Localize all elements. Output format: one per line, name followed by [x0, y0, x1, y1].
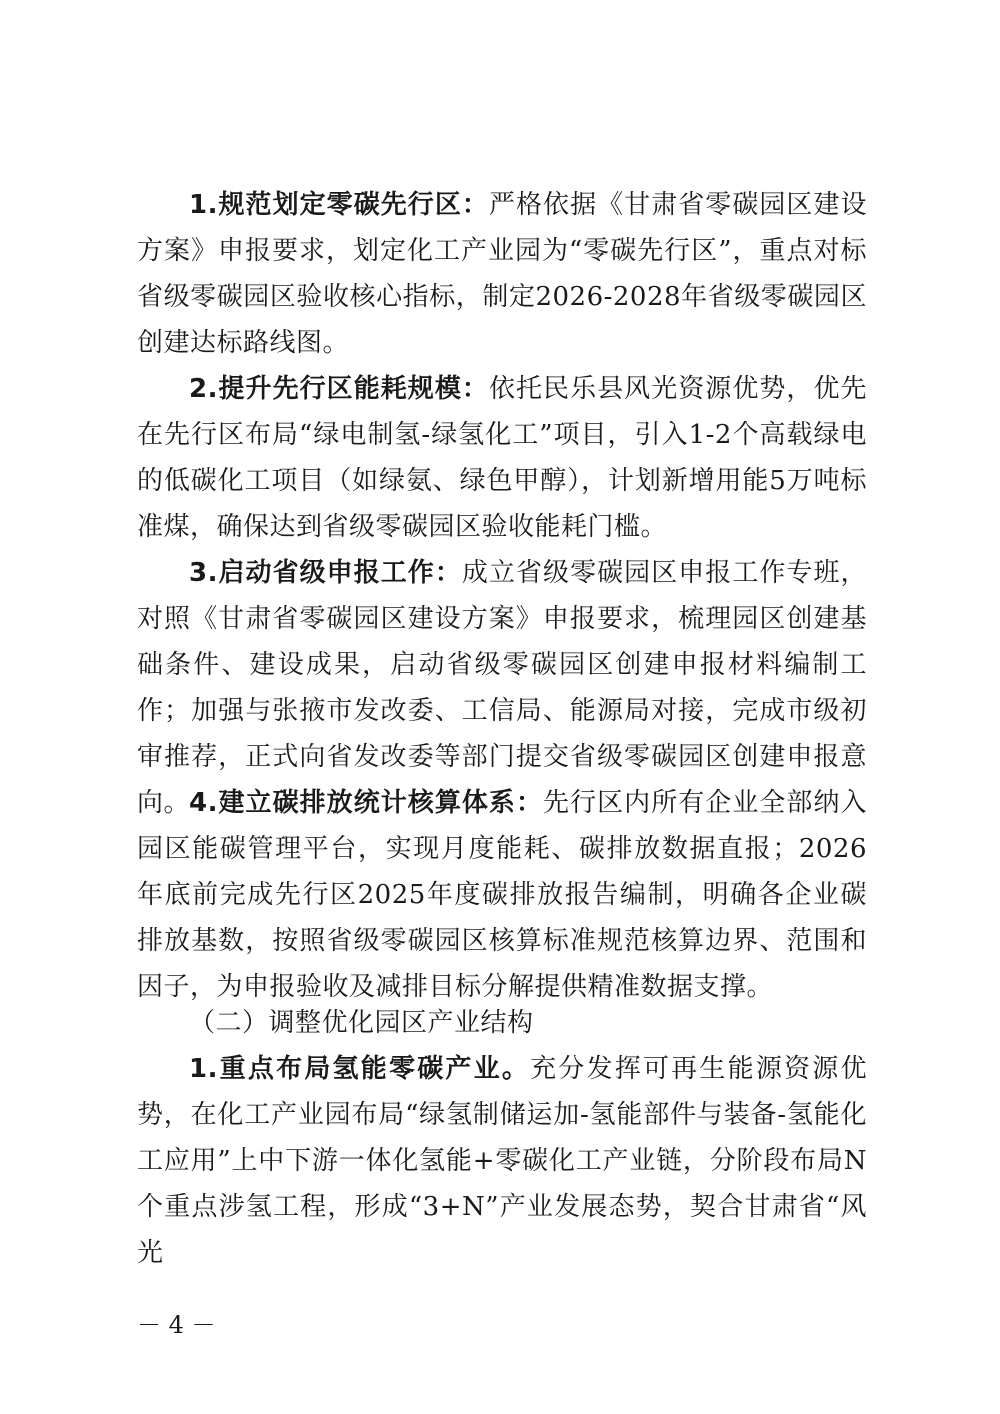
paragraph-2-body: 依托民乐县风光资源优势，优先在先行区布局“绿电制氢-绿氢化工”项目，引入1-2个高载绿电的低碳化工项目（如绿氨、绿色甲醇），计划新增用能5万吨标准煤，确保达到省级零碳园区验收能耗门槛。 — [137, 374, 867, 542]
paragraph-2-heading: 2.提升先行区能耗规模： — [189, 374, 489, 404]
page-number: － 4 － — [137, 1311, 216, 1339]
paragraph-5-body: 充分发挥可再生能源资源优势，在化工产业园布局“绿氢制储运加-氢能部件与装备-氢能化工应用”上中下游一体化氢能+零碳化工产业链，分阶段布局N个重点涉氢工程，形成“3+N”产业发展态势，契合甘肃省“风光 — [137, 1054, 867, 1268]
paragraph-4-heading: 4.建立碳排放统计核算体系： — [189, 788, 544, 818]
paragraph-1-heading: 1.规范划定零碳先行区： — [189, 190, 489, 220]
paragraph-3-body: 成立省级零碳园区申报工作专班，对照《甘肃省零碳园区建设方案》申报要求，梳理园区创建基础条件、建设成果，启动省级零碳园区创建申报材料编制工作；加强与张掖市发改委、工信局、能源局对接，完成市级初审推荐，正式向省发改委等部门提交省级零碳园区创建申报意向。 — [137, 558, 867, 818]
paragraph-2 — [137, 366, 867, 550]
paragraph-1 — [137, 182, 867, 366]
paragraph-5 — [137, 1046, 867, 1276]
paragraph-1-body: 严格依据《甘肃省零碳园区建设方案》申报要求，划定化工产业园为“零碳先行区”，重点对标省级零碳园区验收核心指标，制定2026-2028年省级零碳园区创建达标路线图。 — [137, 190, 867, 358]
paragraph-4 — [137, 780, 867, 1010]
section-heading: （二）调整优化园区产业结构 — [189, 1008, 534, 1038]
paragraph-5-heading: 1.重点布局氢能零碳产业。 — [189, 1054, 531, 1084]
paragraph-3-heading: 3.启动省级申报工作： — [189, 558, 462, 588]
paragraph-4-body: 先行区内所有企业全部纳入园区能碳管理平台，实现月度能耗、碳排放数据直报；2026年底前完成先行区2025年度碳排放报告编制，明确各企业碳排放基数，按照省级零碳园区核算标准规范核算边界、范围和因子，为申报验收及减排目标分解提供精准数据支撑。 — [137, 788, 867, 1002]
